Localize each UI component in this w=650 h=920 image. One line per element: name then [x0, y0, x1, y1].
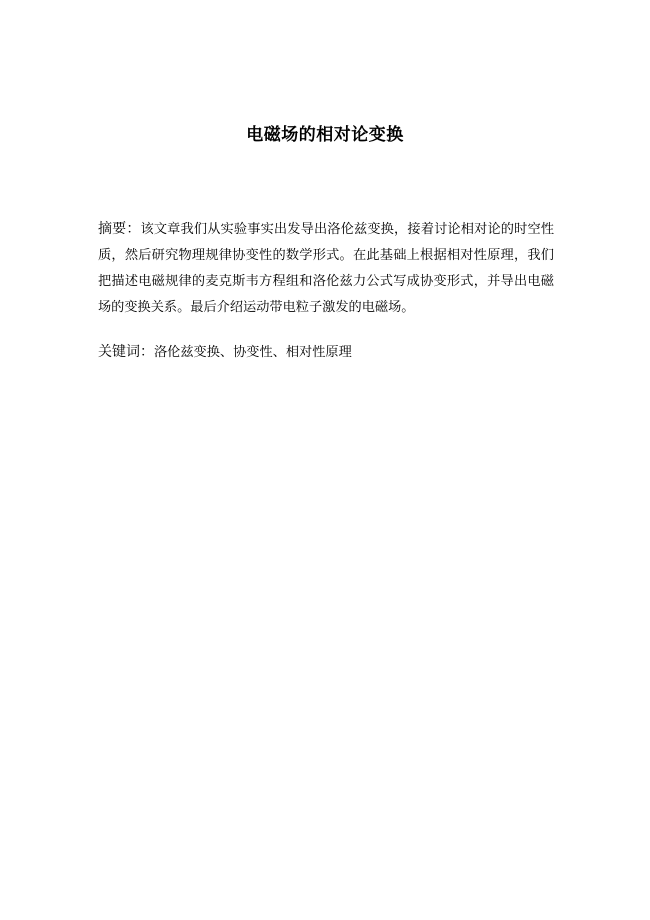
keywords-text: 洛伦兹变换、协变性、相对性原理 — [154, 345, 352, 360]
abstract-label: 摘要： — [98, 221, 141, 237]
keywords-paragraph — [98, 339, 554, 366]
abstract-text: 该文章我们从实验事实出发导出洛伦兹变换，接着讨论相对论的时空性质，然后研究物理规律协变性的数学形式。在此基础上根据相对性原理，我们把描述电磁规律的麦克斯韦方程组和洛伦兹力公式写成协变形式，并导出电磁场的变换关系。最后介绍运动带电粒子激发的电磁场。 — [98, 222, 555, 315]
abstract-paragraph — [98, 216, 554, 321]
document-title: 电磁场的相对论变换 — [246, 125, 404, 145]
keywords-label: 关键词： — [98, 344, 154, 360]
